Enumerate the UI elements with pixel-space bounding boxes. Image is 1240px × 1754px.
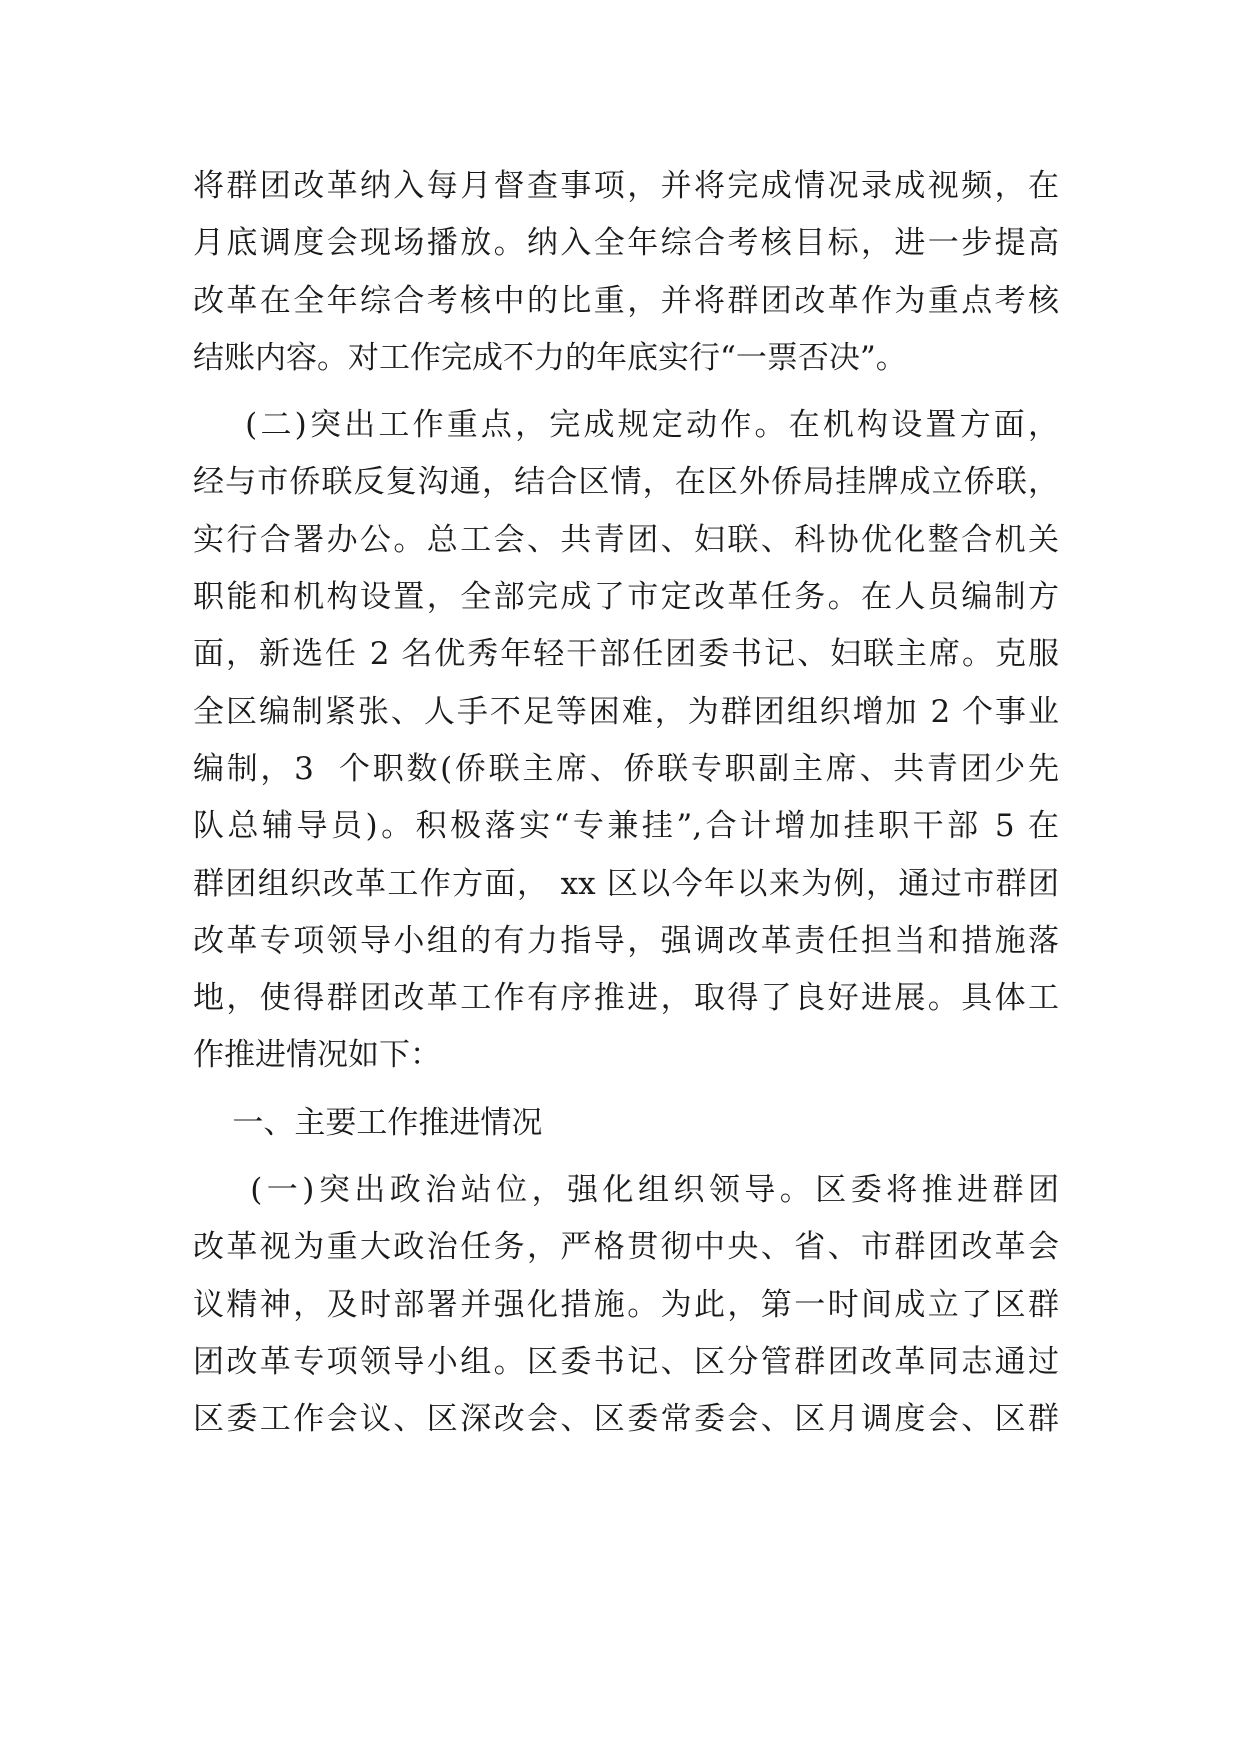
paragraph-gap [193, 1152, 1059, 1162]
text-line: (二)突出工作重点，完成规定动作。在机构设置方面， [193, 407, 1059, 444]
text-line: 结账内容。对工作完成不力的年底实行“一票否决”。 [193, 339, 907, 376]
paragraph-p3 [193, 1095, 1059, 1152]
text-line: 改革在全年综合考核中的比重，并将群团改革作为重点考核 [193, 282, 1059, 319]
paragraph-gap [193, 1085, 1059, 1095]
paragraph-p4 [193, 1162, 1059, 1448]
text-line: 将群团改革纳入每月督查事项，并将完成情况录成视频，在 [193, 168, 1059, 204]
text-line: 地，使得群团改革工作有序推进，取得了良好进展。具体工 [193, 980, 1059, 1017]
text-line: 月底调度会现场播放。纳入全年综合考核目标，进一步提高 [193, 225, 1059, 262]
document-body [193, 158, 1059, 1449]
text-line: 编制，3 个职数(侨联主席、侨联专职副主席、共青团少先 [193, 750, 1059, 787]
text-line: 改革视为重大政治任务，严格贯彻中央、省、市群团改革会 [193, 1229, 1059, 1266]
text-line: 职能和机构设置，全部完成了市定改革任务。在人员编制方 [193, 579, 1059, 616]
paragraph-p1 [193, 158, 1059, 387]
text-line: 改革专项领导小组的有力指导，强调改革责任担当和措施落 [193, 922, 1059, 959]
text-line: 群团组织改革工作方面， xx 区以今年以来为例，通过市群团 [193, 865, 1059, 902]
text-line: 经与市侨联反复沟通，结合区情，在区外侨局挂牌成立侨联， [193, 464, 1059, 501]
text-line: 实行合署办公。总工会、共青团、妇联、科协优化整合机关 [193, 521, 1059, 558]
paragraph-p2 [193, 397, 1059, 1085]
text-line: 一、主要工作推进情况 [193, 1104, 543, 1141]
text-line: 团改革专项领导小组。区委书记、区分管群团改革同志通过 [193, 1343, 1059, 1380]
paragraph-gap [193, 387, 1059, 397]
text-line: 队总辅导员)。积极落实“专兼挂”,合计增加挂职干部 5 在 [193, 808, 1059, 845]
text-line: 区委工作会议、区深改会、区委常委会、区月调度会、区群 [193, 1401, 1059, 1438]
text-line: 作推进情况如下： [193, 1037, 441, 1074]
text-line: 全区编制紧张、人手不足等困难，为群团组织增加 2 个事业 [193, 693, 1059, 730]
text-line: (一)突出政治站位，强化组织领导。区委将推进群团 [193, 1172, 1059, 1209]
text-line: 面，新选任 2 名优秀年轻干部任团委书记、妇联主席。克服 [193, 636, 1059, 673]
text-line: 议精神，及时部署并强化措施。为此，第一时间成立了区群 [193, 1286, 1059, 1323]
